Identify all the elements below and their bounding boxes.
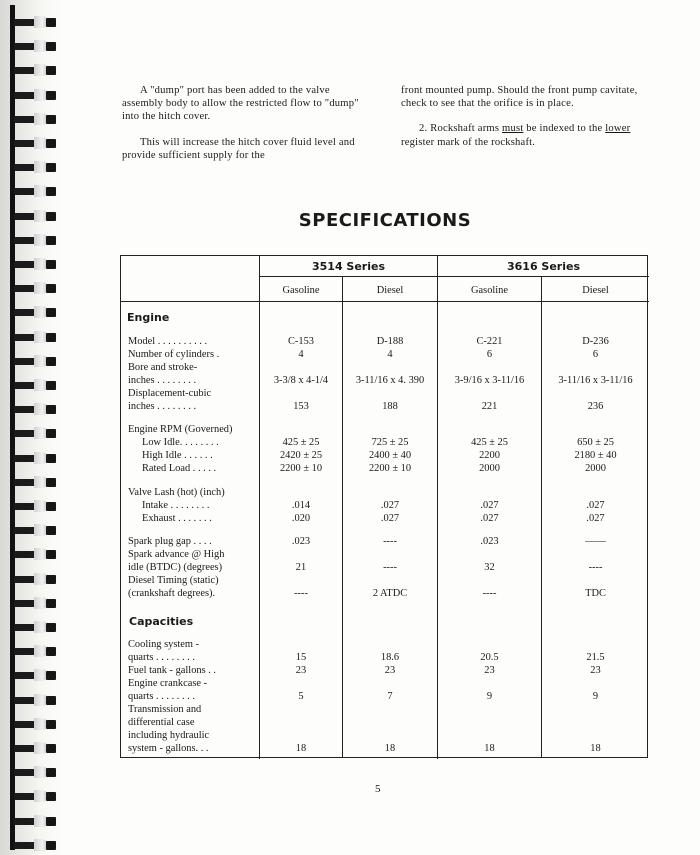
row-value: 5 xyxy=(298,691,304,702)
row-value: 3-11/16 x 3-11/16 xyxy=(558,375,633,386)
binding-ring xyxy=(14,742,60,754)
binding-ring xyxy=(14,476,60,488)
binding-ring xyxy=(14,645,60,657)
row-value: D-236 xyxy=(582,336,609,347)
section-heading-capacities: Capacities xyxy=(129,615,194,628)
binding-ring xyxy=(14,113,60,125)
binding-ring xyxy=(14,282,60,294)
row-value: 725 ± 25 xyxy=(371,437,409,448)
binding-ring xyxy=(14,161,60,173)
left-paragraph-1: A "dump" port has been added to the valve assembly body to allow the restricted flow to "dump" into the hitch cover. xyxy=(122,85,359,123)
row-label: Spark advance @ High xyxy=(128,549,225,560)
underlined-must: must xyxy=(502,123,524,135)
binding-ring xyxy=(14,427,60,439)
row-label: Exhaust . . . . . . . xyxy=(142,513,212,524)
row-value: .027 xyxy=(380,500,400,511)
specifications-table xyxy=(120,255,648,758)
row-value: 6 xyxy=(592,349,599,360)
binding-ring xyxy=(14,669,60,681)
row-label: quarts . . . . . . . . xyxy=(128,652,195,663)
row-label: Bore and stroke- xyxy=(128,362,198,373)
row-value: 3-11/16 x 4. 390 xyxy=(355,375,425,386)
binding-ring xyxy=(14,548,60,560)
row-label: inches . . . . . . . . xyxy=(128,401,197,412)
binding-ring xyxy=(14,694,60,706)
table-divider xyxy=(259,276,649,277)
row-value: 3-3/8 x 4-1/4 xyxy=(273,375,329,386)
left-paragraph-2: This will increase the hitch cover fluid level and provide sufficient supply for the xyxy=(122,136,355,161)
page-number: 5 xyxy=(375,783,381,795)
right-paragraph-2 xyxy=(401,122,651,148)
row-value: 2200 ± 10 xyxy=(368,463,412,474)
row-value: 7 xyxy=(387,691,393,702)
row-value: 18 xyxy=(484,743,495,754)
row-label: including hydraulic xyxy=(128,730,210,741)
row-value: .027 xyxy=(586,500,605,511)
binding-ring xyxy=(14,258,60,270)
row-value: .027 xyxy=(380,513,400,524)
row-value: ---- xyxy=(294,588,308,599)
row-label: Engine RPM (Governed) xyxy=(128,424,233,435)
binding-ring xyxy=(14,331,60,343)
row-value: .023 xyxy=(480,536,499,547)
row-label: Transmission and xyxy=(128,704,202,715)
row-label: (crankshaft degrees). xyxy=(128,588,216,599)
row-value: 18.6 xyxy=(380,652,400,663)
row-value: D-188 xyxy=(376,336,404,347)
binding-ring xyxy=(14,839,60,851)
row-label: Diesel Timing (static) xyxy=(128,575,219,586)
binding-ring xyxy=(14,234,60,246)
right-paragraph-1: front mounted pump. Should the front pump cavitate, check to see that the orifice is in place. xyxy=(401,85,638,110)
page-title: SPECIFICATIONS xyxy=(298,210,472,231)
row-label: Engine crankcase - xyxy=(128,678,208,689)
row-value: 2 ATDC xyxy=(372,588,408,599)
row-label: Valve Lash (hot) (inch) xyxy=(128,487,225,498)
row-value: 32 xyxy=(484,562,495,573)
row-value: 153 xyxy=(293,401,309,412)
row-value: 2000 xyxy=(479,463,500,474)
fuel-header: Gasoline xyxy=(471,285,508,296)
row-value: 425 ± 25 xyxy=(471,437,508,448)
row-value: ---- xyxy=(383,562,397,573)
row-value: 9 xyxy=(486,691,493,702)
binding-ring xyxy=(14,621,60,633)
table-divider xyxy=(121,301,649,302)
right-column xyxy=(401,84,651,161)
row-value: 21.5 xyxy=(586,652,605,663)
binding-ring xyxy=(14,355,60,367)
row-value: 4 xyxy=(387,349,393,360)
row-label: Cooling system - xyxy=(128,639,200,650)
row-value: 23 xyxy=(590,665,601,676)
row-value: 425 ± 25 xyxy=(282,437,320,448)
row-label: inches . . . . . . . . xyxy=(128,375,197,386)
row-value: 15 xyxy=(295,652,307,663)
binding-ring xyxy=(14,766,60,778)
binding-ring xyxy=(14,64,60,76)
series-header-3616: 3616 Series xyxy=(506,260,581,273)
row-value: .014 xyxy=(291,500,311,511)
binding-ring xyxy=(14,452,60,464)
underlined-lower: lower xyxy=(605,123,631,135)
binding-ring xyxy=(14,40,60,52)
row-value: 18 xyxy=(590,743,601,754)
row-label: Fuel tank - gallons . . xyxy=(128,665,217,676)
row-value: .023 xyxy=(291,536,311,547)
binding-ring xyxy=(14,16,60,28)
row-label: High Idle . . . . . . xyxy=(142,450,213,461)
row-label: system - gallons. . . xyxy=(128,743,209,754)
binding-ring xyxy=(14,573,60,585)
row-value: ---- xyxy=(383,536,397,547)
binding-ring xyxy=(14,306,60,318)
row-value: 4 xyxy=(298,349,304,360)
row-value: .027 xyxy=(480,513,499,524)
row-label: Rated Load . . . . . xyxy=(142,463,217,474)
row-value: .027 xyxy=(480,500,499,511)
binding-ring xyxy=(14,403,60,415)
binding-ring xyxy=(14,815,60,827)
row-value: C-153 xyxy=(288,336,314,347)
row-value: ---- xyxy=(482,588,497,599)
section-heading-engine: Engine xyxy=(127,311,170,324)
row-value: 6 xyxy=(486,349,493,360)
row-label: Model . . . . . . . . . . xyxy=(128,336,208,347)
row-label: Displacement-cubic xyxy=(128,388,212,399)
row-value: 23 xyxy=(484,665,495,676)
binding-ring xyxy=(14,500,60,512)
binding-ring xyxy=(14,89,60,101)
rp2-text-a: 2. Rockshaft arms xyxy=(419,123,503,135)
row-label: Spark plug gap . . . . xyxy=(128,536,212,547)
rp2-text-c: register mark of the rockshaft. xyxy=(401,136,536,148)
row-value: 236 xyxy=(587,401,604,412)
fuel-header: Diesel xyxy=(376,285,404,296)
row-value: .027 xyxy=(586,513,605,524)
binding-ring xyxy=(14,210,60,222)
left-column xyxy=(122,84,372,174)
row-label: idle (BTDC) (degrees) xyxy=(128,562,223,573)
row-value: 23 xyxy=(295,665,307,676)
row-value: C-221 xyxy=(476,336,503,347)
row-label: Intake . . . . . . . . xyxy=(142,500,210,511)
binding-ring xyxy=(14,524,60,536)
binding-ring xyxy=(14,718,60,730)
row-value: 2180 ± 40 xyxy=(574,450,617,461)
binding-ring xyxy=(14,185,60,197)
row-value: 2400 ± 40 xyxy=(368,450,412,461)
row-value: 9 xyxy=(592,691,599,702)
row-value: 188 xyxy=(382,401,398,412)
fuel-header: Gasoline xyxy=(282,285,320,296)
row-value: 2200 xyxy=(479,450,500,461)
row-value: 18 xyxy=(295,743,307,754)
binding-ring xyxy=(14,379,60,391)
row-value: 2420 ± 25 xyxy=(279,450,323,461)
row-value: 2200 ± 10 xyxy=(279,463,323,474)
row-value: 23 xyxy=(384,665,396,676)
row-value: .020 xyxy=(291,513,311,524)
row-label: Number of cylinders . xyxy=(128,349,220,360)
row-value: 3-9/16 x 3-11/16 xyxy=(454,375,525,386)
series-header-3514: 3514 Series xyxy=(311,260,386,273)
binding-ring xyxy=(14,137,60,149)
rp2-text-b: be indexed to the xyxy=(523,123,606,135)
binding-ring xyxy=(14,790,60,802)
row-label: quarts . . . . . . . . xyxy=(128,691,195,702)
binding-ring xyxy=(14,597,60,609)
row-value: 20.5 xyxy=(480,652,499,663)
row-value: TDC xyxy=(585,588,606,599)
row-label: differential case xyxy=(128,717,195,728)
row-value: 2000 xyxy=(585,463,606,474)
row-value: —— xyxy=(585,536,606,547)
row-label: Low Idle. . . . . . . . xyxy=(142,437,219,448)
fuel-header: Diesel xyxy=(582,285,609,296)
row-value: ---- xyxy=(588,562,603,573)
row-value: 650 ± 25 xyxy=(577,437,614,448)
row-value: 221 xyxy=(481,401,498,412)
row-value: 18 xyxy=(384,743,396,754)
row-value: 21 xyxy=(295,562,307,573)
